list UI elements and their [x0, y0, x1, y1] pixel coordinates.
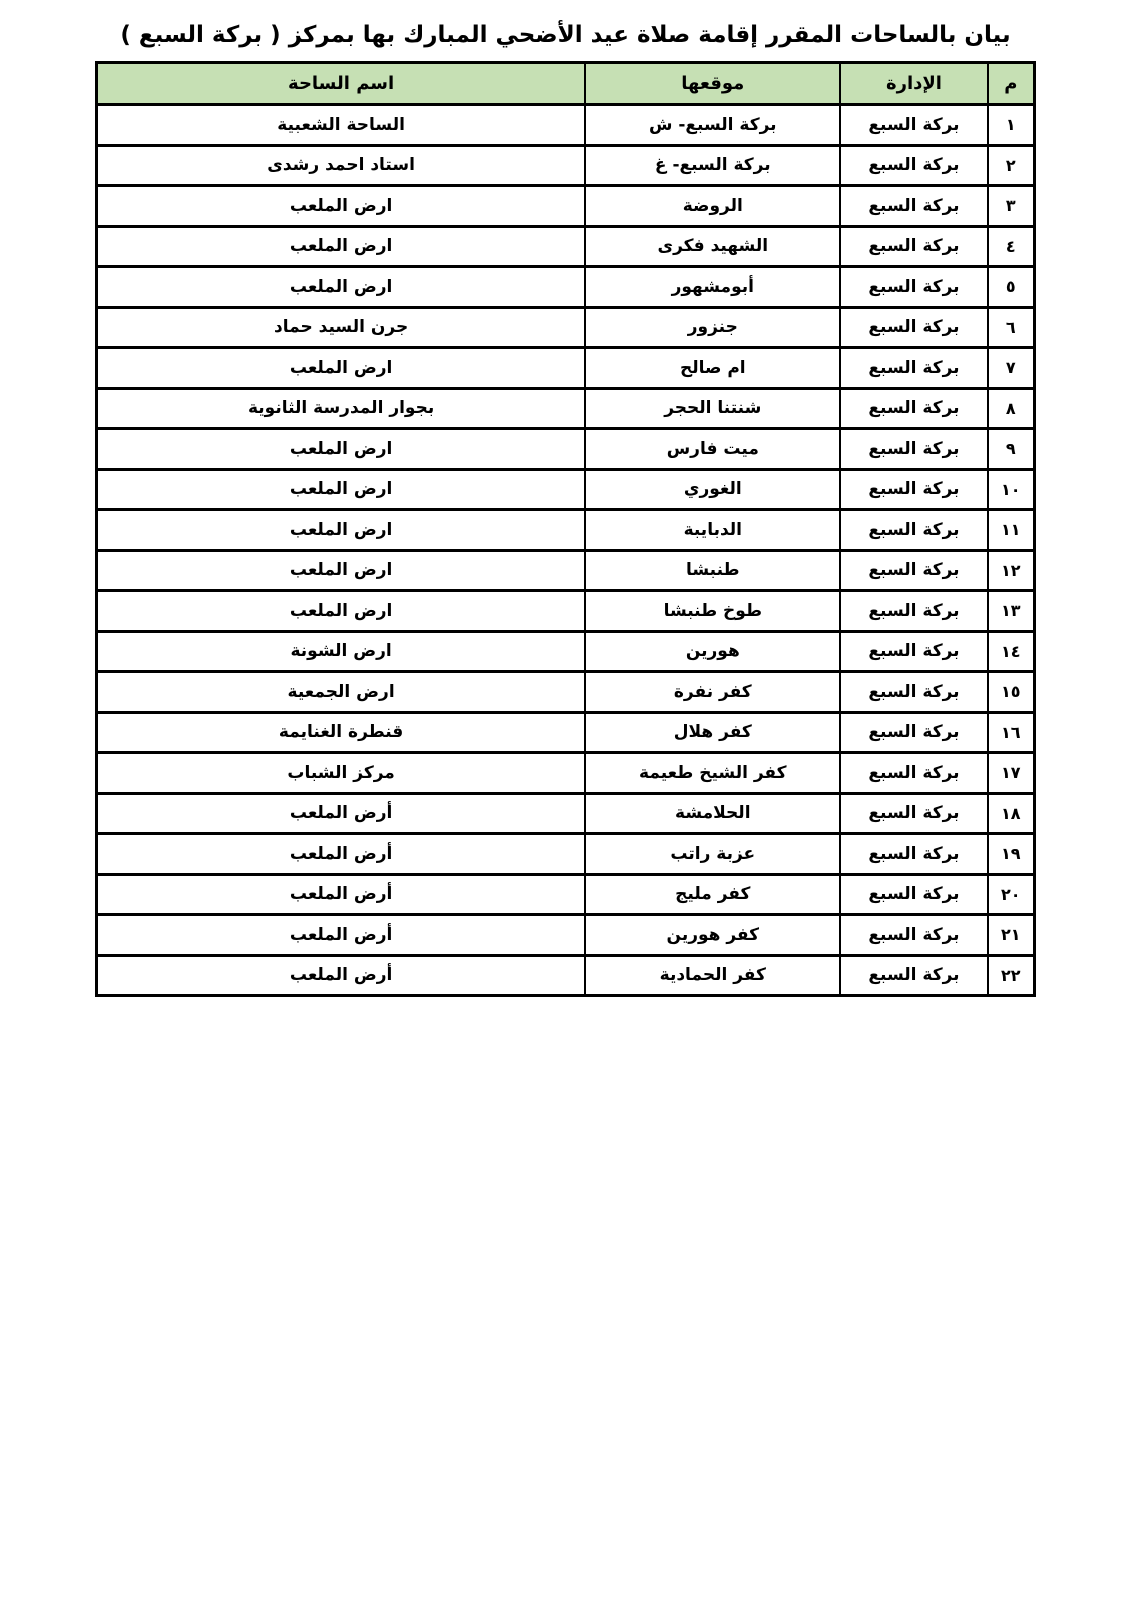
cell-location: الدبايبة — [585, 510, 840, 551]
cell-square-name: ارض الجمعية — [97, 672, 586, 713]
cell-administration: بركة السبع — [840, 267, 987, 308]
cell-square-name: استاد احمد رشدى — [97, 145, 586, 186]
cell-location: بركة السبع- ش — [585, 105, 840, 146]
cell-location: جنزور — [585, 307, 840, 348]
cell-administration: بركة السبع — [840, 226, 987, 267]
cell-location: ام صالح — [585, 348, 840, 389]
cell-administration: بركة السبع — [840, 388, 987, 429]
table-row — [97, 591, 1035, 632]
table-row — [97, 712, 1035, 753]
cell-square-name: قنطرة الغنايمة — [97, 712, 586, 753]
table-row — [97, 469, 1035, 510]
table-row — [97, 226, 1035, 267]
cell-serial-number: ١٤ — [988, 631, 1035, 672]
cell-square-name: ارض الملعب — [97, 510, 586, 551]
cell-serial-number: ٢٢ — [988, 955, 1035, 996]
table-row — [97, 793, 1035, 834]
cell-serial-number: ٨ — [988, 388, 1035, 429]
cell-location: كفر مليج — [585, 874, 840, 915]
cell-serial-number: ٥ — [988, 267, 1035, 308]
cell-administration: بركة السبع — [840, 348, 987, 389]
header-location: موقعها — [585, 63, 840, 105]
table-row — [97, 186, 1035, 227]
cell-location: الحلامشة — [585, 793, 840, 834]
cell-square-name: ارض الملعب — [97, 348, 586, 389]
cell-square-name: أرض الملعب — [97, 915, 586, 956]
cell-serial-number: ١٧ — [988, 753, 1035, 794]
header-serial-number: م — [988, 63, 1035, 105]
table-row — [97, 267, 1035, 308]
cell-administration: بركة السبع — [840, 186, 987, 227]
table-row — [97, 631, 1035, 672]
cell-serial-number: ١ — [988, 105, 1035, 146]
cell-location: هورين — [585, 631, 840, 672]
table-row — [97, 915, 1035, 956]
cell-serial-number: ٧ — [988, 348, 1035, 389]
cell-location: أبومشهور — [585, 267, 840, 308]
cell-square-name: ارض الملعب — [97, 186, 586, 227]
cell-location: عزبة راتب — [585, 834, 840, 875]
table-row — [97, 753, 1035, 794]
cell-administration: بركة السبع — [840, 753, 987, 794]
cell-administration: بركة السبع — [840, 874, 987, 915]
cell-serial-number: ٩ — [988, 429, 1035, 470]
cell-square-name: الساحة الشعبية — [97, 105, 586, 146]
header-administration: الإدارة — [840, 63, 987, 105]
cell-serial-number: ١٦ — [988, 712, 1035, 753]
cell-location: الغوري — [585, 469, 840, 510]
cell-administration: بركة السبع — [840, 145, 987, 186]
cell-serial-number: ١٣ — [988, 591, 1035, 632]
cell-location: الشهيد فكرى — [585, 226, 840, 267]
cell-administration: بركة السبع — [840, 307, 987, 348]
cell-serial-number: ١٠ — [988, 469, 1035, 510]
cell-location: كفر الحمادية — [585, 955, 840, 996]
cell-square-name: أرض الملعب — [97, 955, 586, 996]
table-row — [97, 348, 1035, 389]
cell-location: ميت فارس — [585, 429, 840, 470]
cell-serial-number: ١٨ — [988, 793, 1035, 834]
cell-administration: بركة السبع — [840, 712, 987, 753]
cell-square-name: ارض الشونة — [97, 631, 586, 672]
table-row — [97, 388, 1035, 429]
cell-square-name: بجوار المدرسة الثانوية — [97, 388, 586, 429]
cell-administration: بركة السبع — [840, 510, 987, 551]
table-row — [97, 834, 1035, 875]
cell-administration: بركة السبع — [840, 429, 987, 470]
cell-administration: بركة السبع — [840, 469, 987, 510]
cell-square-name: ارض الملعب — [97, 550, 586, 591]
cell-administration: بركة السبع — [840, 834, 987, 875]
cell-square-name: ارض الملعب — [97, 226, 586, 267]
cell-serial-number: ٤ — [988, 226, 1035, 267]
table-row — [97, 955, 1035, 996]
cell-administration: بركة السبع — [840, 672, 987, 713]
cell-administration: بركة السبع — [840, 793, 987, 834]
cell-serial-number: ١٥ — [988, 672, 1035, 713]
cell-square-name: أرض الملعب — [97, 793, 586, 834]
table-row — [97, 145, 1035, 186]
cell-serial-number: ٢ — [988, 145, 1035, 186]
table-row — [97, 429, 1035, 470]
cell-administration: بركة السبع — [840, 631, 987, 672]
cell-location: شنتنا الحجر — [585, 388, 840, 429]
table-row — [97, 672, 1035, 713]
header-square-name: اسم الساحة — [97, 63, 586, 105]
cell-location: طنبشا — [585, 550, 840, 591]
cell-serial-number: ١١ — [988, 510, 1035, 551]
cell-square-name: ارض الملعب — [97, 469, 586, 510]
table-row — [97, 105, 1035, 146]
cell-square-name: جرن السيد حماد — [97, 307, 586, 348]
cell-administration: بركة السبع — [840, 915, 987, 956]
table-row — [97, 307, 1035, 348]
cell-serial-number: ٦ — [988, 307, 1035, 348]
table-row — [97, 550, 1035, 591]
cell-serial-number: ١٢ — [988, 550, 1035, 591]
cell-location: كفر هلال — [585, 712, 840, 753]
prayer-squares-table — [95, 61, 1036, 997]
cell-administration: بركة السبع — [840, 550, 987, 591]
cell-square-name: أرض الملعب — [97, 874, 586, 915]
cell-location: الروضة — [585, 186, 840, 227]
cell-administration: بركة السبع — [840, 105, 987, 146]
cell-square-name: أرض الملعب — [97, 834, 586, 875]
cell-square-name: مركز الشباب — [97, 753, 586, 794]
table-row — [97, 510, 1035, 551]
cell-serial-number: ١٩ — [988, 834, 1035, 875]
cell-square-name: ارض الملعب — [97, 267, 586, 308]
cell-administration: بركة السبع — [840, 955, 987, 996]
cell-administration: بركة السبع — [840, 591, 987, 632]
cell-serial-number: ٢٠ — [988, 874, 1035, 915]
cell-serial-number: ٣ — [988, 186, 1035, 227]
cell-serial-number: ٢١ — [988, 915, 1035, 956]
cell-location: طوخ طنبشا — [585, 591, 840, 632]
cell-square-name: ارض الملعب — [97, 429, 586, 470]
page-title: بيان بالساحات المقرر إقامة صلاة عيد الأضحي المبارك بها بمركز ( بركة السبع ) — [120, 22, 1011, 48]
cell-location: كفر الشيخ طعيمة — [585, 753, 840, 794]
table-body — [97, 105, 1035, 996]
cell-location: كفر هورين — [585, 915, 840, 956]
cell-square-name: ارض الملعب — [97, 591, 586, 632]
table-header-row — [97, 63, 1035, 105]
table-row — [97, 874, 1035, 915]
cell-location: بركة السبع- غ — [585, 145, 840, 186]
cell-location: كفر نفرة — [585, 672, 840, 713]
